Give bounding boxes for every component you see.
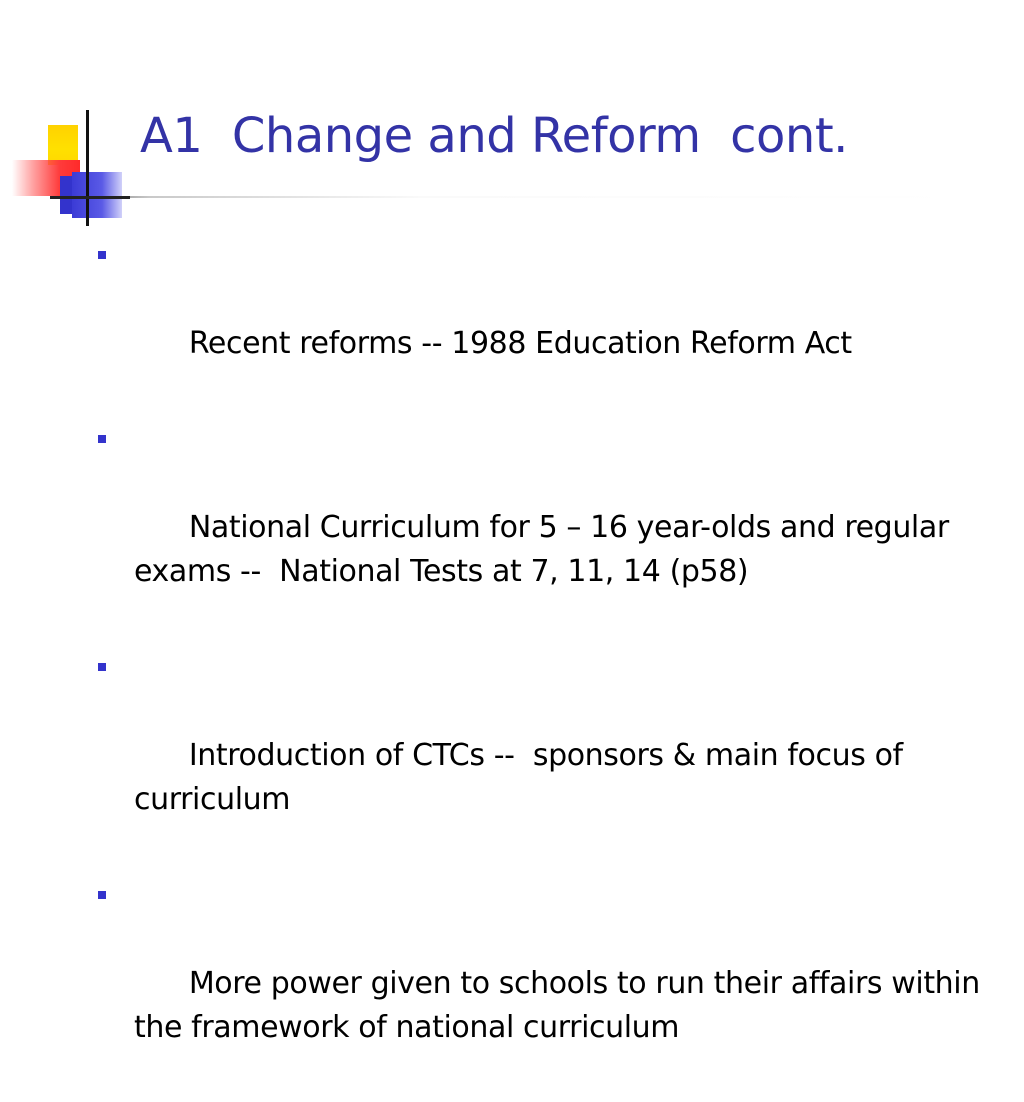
bullet-item	[96, 646, 986, 866]
bullet-item	[96, 418, 986, 638]
corner-logo-icon	[0, 0, 150, 240]
logo-yellow-square	[48, 125, 78, 165]
bullet-text: More power given to schools to run their affairs within the framework of national curriculum	[134, 966, 989, 1045]
bullet-list	[96, 234, 989, 1102]
bullet-item	[96, 874, 989, 1094]
logo-vertical-line	[86, 110, 89, 226]
title-underline-divider	[60, 196, 960, 198]
bullet-text: Recent reforms -- 1988 Education Reform Act	[188, 326, 852, 361]
bullet-text: Introduction of CTCs -- sponsors & main focus of curriculum	[134, 738, 912, 817]
bullet-item	[96, 234, 986, 410]
square-bullet-icon	[98, 251, 106, 259]
bullet-text: National Curriculum for 5 – 16 year-olds and regular exams -- National Tests at 7, 11, 14 (p58)	[134, 510, 958, 589]
logo-blue-square	[72, 172, 122, 218]
square-bullet-icon	[98, 891, 106, 899]
square-bullet-icon	[98, 663, 106, 671]
slide-title: A1 Change and Reform cont.	[140, 108, 848, 164]
logo-horizontal-line	[50, 196, 130, 199]
square-bullet-icon	[98, 435, 106, 443]
